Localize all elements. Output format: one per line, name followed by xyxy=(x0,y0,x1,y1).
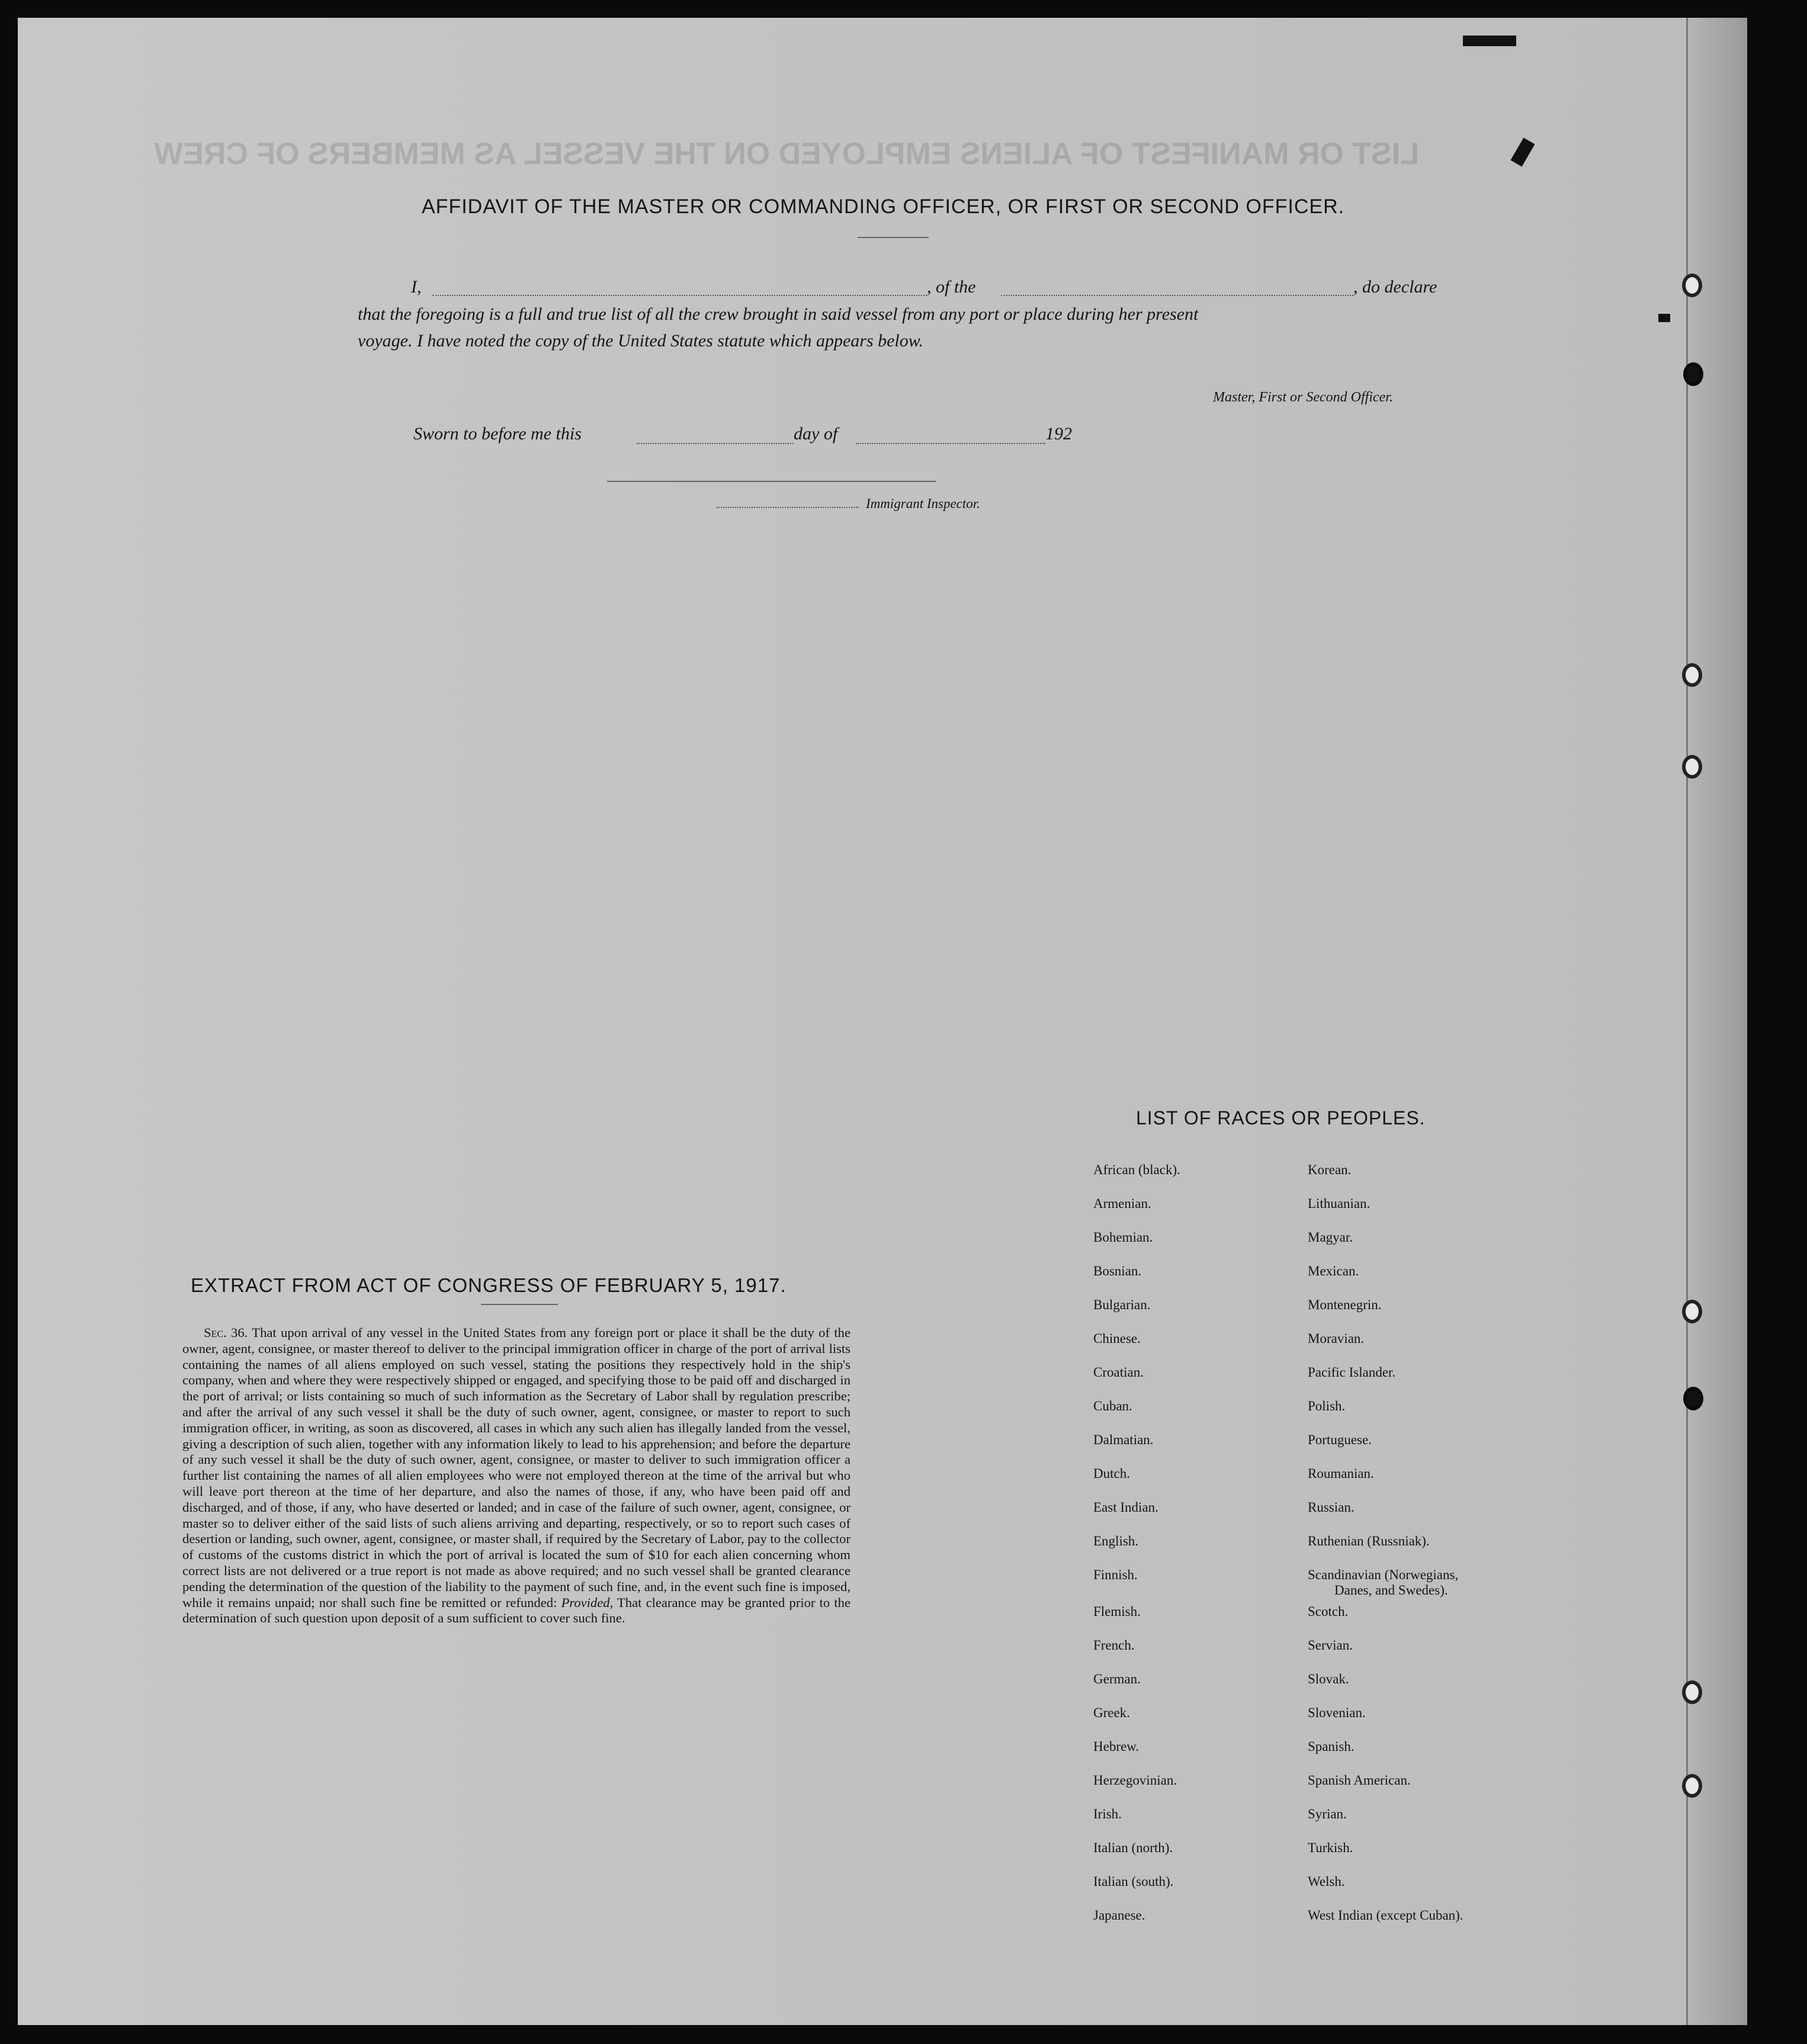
inspector-signature-line xyxy=(607,481,936,482)
binder-hole xyxy=(1682,663,1702,687)
race-left-5: Chinese. xyxy=(1093,1331,1141,1346)
binder-hole xyxy=(1682,1300,1702,1323)
race-left-3: Bosnian. xyxy=(1093,1264,1142,1278)
extract-title: EXTRACT FROM ACT OF CONGRESS OF FEBRUARY 5, 1917. xyxy=(191,1274,787,1296)
binder-hole xyxy=(1682,755,1702,779)
race-left-10: East Indian. xyxy=(1093,1500,1158,1515)
affidavit-line3: voyage. I have noted the copy of the United States statute which appears below. xyxy=(358,331,924,351)
race-left-0: African (black). xyxy=(1093,1162,1180,1177)
race-left-17: Hebrew. xyxy=(1093,1739,1140,1754)
binder-hole xyxy=(1682,274,1702,297)
day-of-label: day of xyxy=(794,424,838,443)
race-right-17: Slovenian. xyxy=(1308,1705,1366,1720)
bleed-through-title: LIST OR MANIFEST OF ALIENS EMPLOYED ON THE VESSEL AS MEMBERS OF CREW xyxy=(154,137,1419,171)
race-right-14: Scotch. xyxy=(1308,1604,1349,1619)
sworn-label: Sworn to before me this xyxy=(413,424,582,443)
races-title: LIST OF RACES OR PEOPLES. xyxy=(1136,1107,1426,1129)
race-right-0: Korean. xyxy=(1308,1162,1352,1177)
vessel-field-line xyxy=(1001,295,1353,296)
race-right-2: Magyar. xyxy=(1308,1230,1353,1245)
race-left-11: English. xyxy=(1093,1534,1139,1548)
race-left-19: Irish. xyxy=(1093,1807,1122,1821)
race-left-15: German. xyxy=(1093,1672,1141,1686)
race-left-22: Japanese. xyxy=(1093,1908,1145,1923)
race-right-11: Ruthenian (Russniak). xyxy=(1308,1534,1430,1548)
extract-text-end: That clearance may be granted prior to the determination of such question upon deposit of a sum sufficient to cover such fine. xyxy=(182,1595,850,1626)
sworn-day-line xyxy=(637,443,794,444)
race-right-12: Scandinavian (Norwegians, xyxy=(1308,1567,1459,1582)
binder-hole xyxy=(1683,362,1703,386)
ink-speck xyxy=(1658,314,1670,322)
affidavit-line1-of-the: , of the xyxy=(927,277,976,297)
ink-speck xyxy=(1510,137,1535,166)
inspector-dotted-line xyxy=(717,507,859,508)
binding-edge xyxy=(1686,18,1747,2025)
race-left-14: French. xyxy=(1093,1638,1135,1653)
affidavit-line1-i: I, xyxy=(411,277,422,297)
race-right-8: Portuguese. xyxy=(1308,1432,1372,1447)
race-right-9: Roumanian. xyxy=(1308,1466,1374,1481)
month-line xyxy=(856,443,1045,444)
document-page xyxy=(18,18,1747,2025)
race-right-7: Polish. xyxy=(1308,1399,1346,1413)
race-right-10: Russian. xyxy=(1308,1500,1355,1515)
extract-body xyxy=(182,1325,850,1627)
affidavit-title: AFFIDAVIT OF THE MASTER OR COMMANDING OFFICER, OR FIRST OR SECOND OFFICER. xyxy=(422,195,1345,218)
race-right-16: Slovak. xyxy=(1308,1672,1349,1686)
sec-label: Sec. 36. xyxy=(204,1325,248,1340)
year-prefix: 192 xyxy=(1045,424,1072,443)
race-left-8: Dalmatian. xyxy=(1093,1432,1154,1447)
race-right-4: Montenegrin. xyxy=(1308,1297,1382,1312)
race-right-15: Servian. xyxy=(1308,1638,1353,1653)
inspector-label: Immigrant Inspector. xyxy=(866,496,980,511)
race-right-5: Moravian. xyxy=(1308,1331,1365,1346)
race-left-12: Finnish. xyxy=(1093,1567,1138,1582)
race-left-7: Cuban. xyxy=(1093,1399,1132,1413)
binder-hole xyxy=(1683,1387,1703,1410)
affidavit-line1-declare: , do declare xyxy=(1353,277,1437,297)
title-underline xyxy=(858,237,929,238)
binder-hole xyxy=(1682,1774,1702,1798)
provided-label: Provided, xyxy=(561,1595,614,1610)
race-right-13: Danes, and Swedes). xyxy=(1334,1583,1448,1598)
race-right-18: Spanish. xyxy=(1308,1739,1355,1754)
name-field-line xyxy=(432,295,927,296)
race-left-18: Herzegovinian. xyxy=(1093,1773,1177,1788)
race-left-4: Bulgarian. xyxy=(1093,1297,1151,1312)
race-left-6: Croatian. xyxy=(1093,1365,1144,1380)
ink-speck xyxy=(1463,36,1516,46)
race-left-16: Greek. xyxy=(1093,1705,1130,1720)
race-right-22: Welsh. xyxy=(1308,1874,1345,1889)
race-left-21: Italian (south). xyxy=(1093,1874,1174,1889)
race-left-9: Dutch. xyxy=(1093,1466,1130,1481)
race-left-20: Italian (north). xyxy=(1093,1840,1173,1855)
race-left-13: Flemish. xyxy=(1093,1604,1141,1619)
master-signature-label: Master, First or Second Officer. xyxy=(1213,390,1393,405)
race-right-21: Turkish. xyxy=(1308,1840,1353,1855)
extract-underline xyxy=(481,1304,558,1305)
extract-text: That upon arrival of any vessel in the United States from any foreign port or place it shall be the duty of the owner, agent, consignee, or master thereof to deliver to the principal immigration officer in charge of the port of arrival lists containing the names of all aliens employed on such vessel, stating the positions they respectively hold in the ship's company, when and where they were respectively shipped or engaged, and specifying those to be paid off and discharged in the port of arrival; or lists containing so much of such information as the Secretary of Labor shall by regulation prescribe; and after the arrival of any such vessel it shall be the duty of such owner, agent, consignee, or master to report to such immigration officer, in writing, as soon as discovered, all cases in which any such alien has illegally landed from the vessel, giving a description of such alien, together with any information likely to lead to his apprehension; and before the departure of any such vessel it shall be the duty of such owner, agent, consignee, or master to deliver to such immigration officer a further list containing the names of all alien employees who were not employed thereon at the time of the arrival but who will leave port thereon at the time of her departure, and also the names of those, if any, who have been paid off and discharged, and of those, if any, who have deserted or landed; and in case of the failure of such owner, agent, consignee, or master so to deliver either of the said lists of such aliens arriving and departing, respectively, or so to report such cases of desertion or landing, such owner, agent, consignee, or master shall, if required by the Secretary of Labor, pay to the collector of customs of the customs district in which the port of arrival is located the sum of $10 for each alien concerning whom correct lists are not delivered or a true report is not made as above required; and no such vessel shall be granted clearance pending the determination of the question of the liability to the payment of such fine, and, in the event such fine is imposed, while it remains unpaid; nor shall such fine be remitted or refunded: xyxy=(182,1325,850,1610)
race-right-23: West Indian (except Cuban). xyxy=(1308,1908,1463,1923)
binder-hole xyxy=(1682,1680,1702,1704)
race-right-19: Spanish American. xyxy=(1308,1773,1411,1788)
race-right-20: Syrian. xyxy=(1308,1807,1347,1821)
race-left-1: Armenian. xyxy=(1093,1196,1151,1211)
race-left-2: Bohemian. xyxy=(1093,1230,1153,1245)
race-right-6: Pacific Islander. xyxy=(1308,1365,1396,1380)
affidavit-line2: that the foregoing is a full and true list of all the crew brought in said vessel from any port or place during her present xyxy=(358,304,1199,324)
race-right-3: Mexican. xyxy=(1308,1264,1359,1278)
race-right-1: Lithuanian. xyxy=(1308,1196,1371,1211)
